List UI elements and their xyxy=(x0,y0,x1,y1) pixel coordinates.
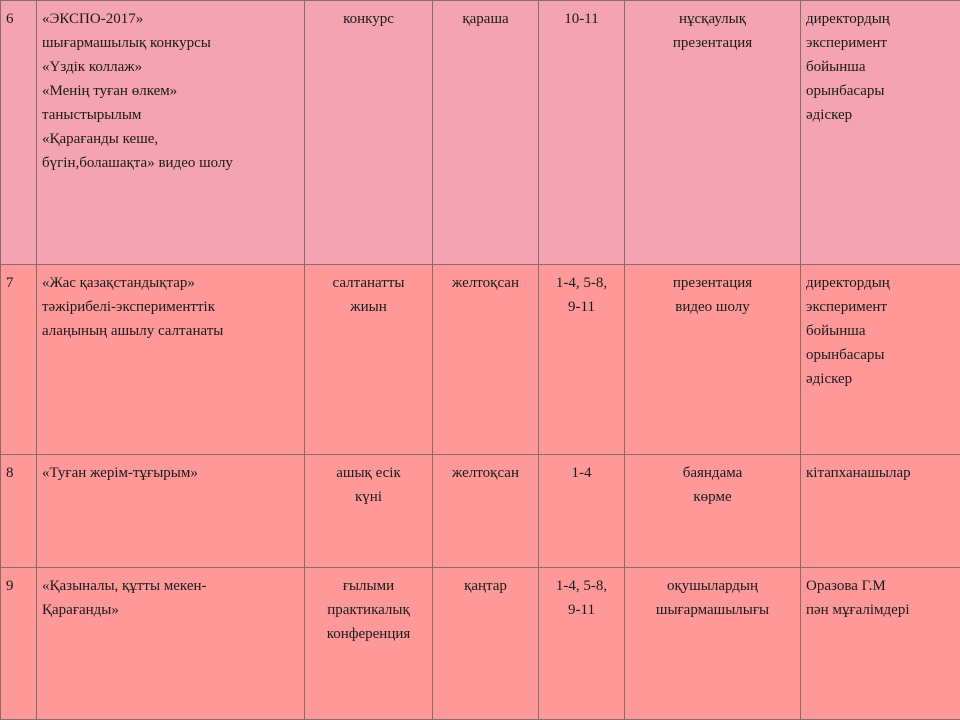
row-number: 6 xyxy=(1,1,37,265)
form-cell: конкурс xyxy=(305,1,433,265)
row-number: 8 xyxy=(1,455,37,568)
month-cell: қаңтар xyxy=(433,568,539,720)
responsible-cell: директордың эксперимент бойынша орынбасары әдіскер xyxy=(801,1,960,265)
responsible-cell: кітапханашылар xyxy=(801,455,960,568)
event-cell: «Туған жерім-тұғырым» xyxy=(37,455,305,568)
event-cell: «Қазыналы, құтты мекен- Қарағанды» xyxy=(37,568,305,720)
responsible-cell: директордың эксперимент бойынша орынбасары әдіскер xyxy=(801,265,960,455)
responsible-cell: Оразова Г.М пән мұғалімдері xyxy=(801,568,960,720)
month-cell: қараша xyxy=(433,1,539,265)
form-cell: ғылыми практикалық конференция xyxy=(305,568,433,720)
grades-cell: 1-4 xyxy=(539,455,625,568)
table-row xyxy=(1,568,960,720)
grades-cell: 1-4, 5-8, 9-11 xyxy=(539,265,625,455)
grades-cell: 1-4, 5-8, 9-11 xyxy=(539,568,625,720)
result-cell: презентация видео шолу xyxy=(625,265,801,455)
form-cell: салтанатты жиын xyxy=(305,265,433,455)
month-cell: желтоқсан xyxy=(433,265,539,455)
event-cell: «Жас қазақстандықтар» тәжірибелі-эксперименттік алаңының ашылу салтанаты xyxy=(37,265,305,455)
result-cell: оқушылардың шығармашылығы xyxy=(625,568,801,720)
table-row xyxy=(1,455,960,568)
row-number: 7 xyxy=(1,265,37,455)
form-cell: ашық есік күні xyxy=(305,455,433,568)
table-row xyxy=(1,265,960,455)
result-cell: нұсқаулық презентация xyxy=(625,1,801,265)
event-cell: «ЭКСПО-2017» шығармашылық конкурсы «Үздік коллаж» «Менің туған өлкем» таныстырылым «Қарағанды кеше, бүгін,болашақта» видео шолу xyxy=(37,1,305,265)
month-cell: желтоқсан xyxy=(433,455,539,568)
result-cell: баяндама көрме xyxy=(625,455,801,568)
table-row xyxy=(1,1,960,265)
row-number: 9 xyxy=(1,568,37,720)
grades-cell: 10-11 xyxy=(539,1,625,265)
